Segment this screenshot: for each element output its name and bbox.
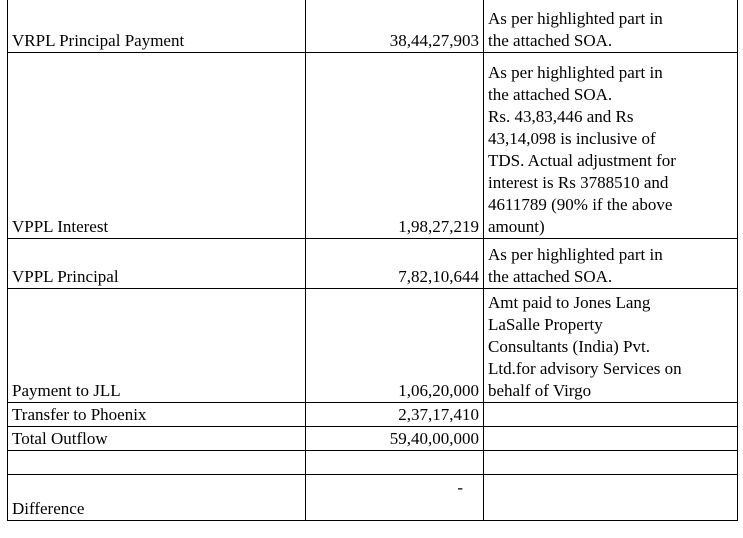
note-line: Rs. 43,83,446 and Rs: [488, 107, 634, 126]
row-note: [484, 53, 738, 239]
note-line: Amt paid to Jones Lang: [488, 293, 651, 312]
note-line: Consultants (India) Pvt.: [488, 337, 650, 356]
table-row: [8, 239, 738, 289]
note-line: 4611789 (90% if the above: [488, 195, 673, 214]
row-note: [484, 427, 738, 451]
empty-cell: [484, 451, 738, 475]
table-row: [8, 403, 738, 427]
row-note: [484, 0, 738, 53]
table-row: [8, 0, 738, 53]
table-row: [8, 289, 738, 403]
row-label: VPPL Principal: [8, 239, 306, 289]
outflow-table: [7, 0, 738, 521]
row-label: VRPL Principal Payment: [8, 0, 306, 53]
note-line: the attached SOA.: [488, 85, 613, 104]
difference-label: Difference: [8, 475, 306, 521]
note-line: the attached SOA.: [488, 267, 613, 286]
note-line: the attached SOA.: [488, 31, 613, 50]
row-amount: 1,98,27,219: [306, 53, 484, 239]
row-label: Transfer to Phoenix: [8, 403, 306, 427]
empty-row: [8, 451, 738, 475]
row-amount: 7,82,10,644: [306, 239, 484, 289]
empty-cell: [306, 451, 484, 475]
row-amount: 1,06,20,000: [306, 289, 484, 403]
note-line: amount): [488, 217, 545, 236]
difference-row: [8, 475, 738, 521]
note-line: Ltd.for advisory Services on: [488, 359, 682, 378]
note-line: LaSalle Property: [488, 315, 603, 334]
note-line: interest is Rs 3788510 and: [488, 173, 669, 192]
note-line: TDS. Actual adjustment for: [488, 151, 676, 170]
row-label: Payment to JLL: [8, 289, 306, 403]
empty-cell: [484, 475, 738, 521]
row-note: [484, 239, 738, 289]
note-line: behalf of Virgo: [488, 381, 592, 400]
row-note: [484, 403, 738, 427]
empty-cell: [8, 451, 306, 475]
table-row: [8, 53, 738, 239]
row-label: Total Outflow: [8, 427, 306, 451]
row-amount: 59,40,00,000: [306, 427, 484, 451]
row-label: VPPL Interest: [8, 53, 306, 239]
note-line: As per highlighted part in: [488, 245, 663, 264]
note-line: 43,14,098 is inclusive of: [488, 129, 656, 148]
table-row: [8, 427, 738, 451]
difference-amount-cell: [306, 475, 484, 521]
row-note: [484, 289, 738, 403]
row-amount: 2,37,17,410: [306, 403, 484, 427]
row-amount: 38,44,27,903: [306, 0, 484, 53]
note-line: As per highlighted part in: [488, 9, 663, 28]
difference-amount: -: [457, 478, 463, 497]
note-line: As per highlighted part in: [488, 63, 663, 82]
